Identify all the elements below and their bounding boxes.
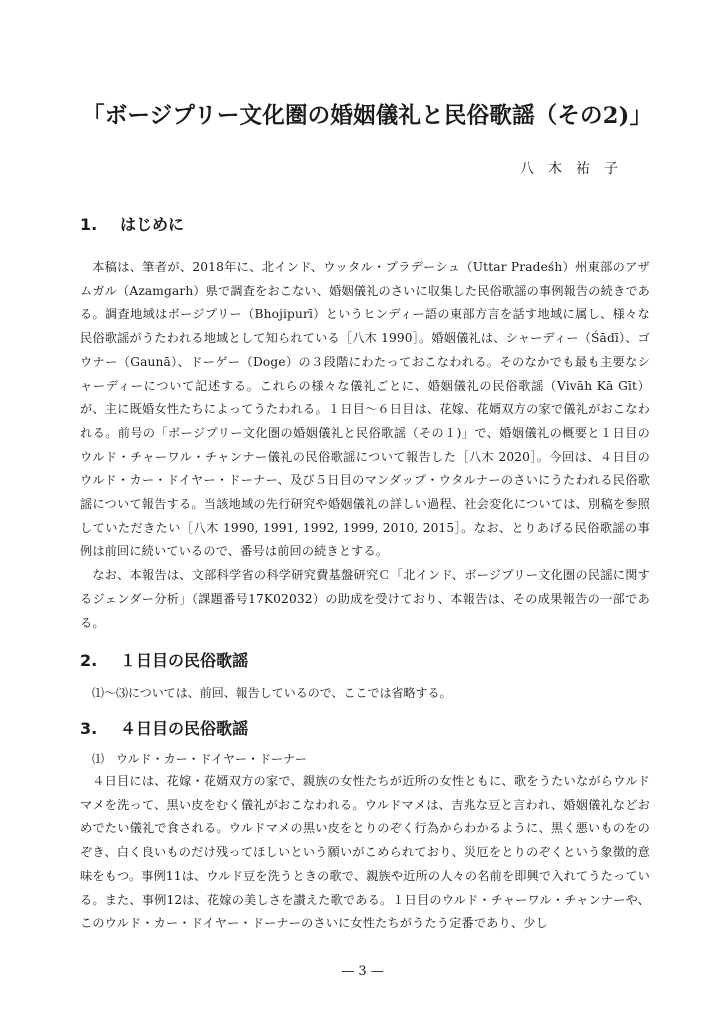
section-2-note: ⑴〜⑶については、前回、報告しているので、ここでは省略する。 bbox=[92, 686, 452, 700]
author-name: 八木祐子 bbox=[520, 161, 632, 177]
section-1-heading bbox=[80, 212, 184, 235]
section-title: はじめに bbox=[120, 215, 185, 234]
paragraph: なお、本報告は、文部科学省の科学研究費基盤研究Ｃ「北インド、ボージプリー文化圏の民謡に関するジェンダー分析」（課題番号17K02032）の助成を受けており、本報告は、その成果報告の一部である。 bbox=[80, 568, 650, 630]
section-title: １日目の民俗歌謡 bbox=[120, 651, 249, 670]
section-3-body bbox=[80, 770, 650, 936]
section-number: 1. bbox=[80, 215, 98, 234]
section-3-heading bbox=[80, 716, 248, 739]
section-2-heading bbox=[80, 648, 248, 671]
section-1-body bbox=[80, 256, 650, 635]
page-number: — 3 — bbox=[341, 964, 384, 979]
paragraph: ４日目には、花嫁・花婿双方の家で、親族の女性たちが近所の女性ともに、歌をうたいながらウルドマメを洗って、黒い皮をむく儀礼がおこなわれる。ウルドマメは、吉兆な豆と言われ、婚姻儀礼などおめでたい儀礼で食される。ウルドマメの黒い皮をとりのぞく行為からわかるように、黒く悪いものをのぞき、白く良いものだけ残ってほしいという願いがこめられており、災厄をとりのぞくという象徴的意味をもつ。事例11は、ウルド豆を洗うときの歌で、親族や近所の人々の名前を即興で入れてうたっている。また、事例12は、花嫁の美しさを讃えた歌である。１日目のウルド・チャーワル・チャンナーや、このウルド・カー・ドイヤー・ドーナーのさいに女性たちがうたう定番であり、少し bbox=[80, 774, 650, 931]
section-title: ４日目の民俗歌謡 bbox=[120, 719, 249, 738]
paragraph: 本稿は、筆者が、2018年に、北インド、ウッタル・プラデーシュ（Uttar Pradeśh）州東部のアザムガル（Azamgarh）県で調査をおこない、婚姻儀礼のさいに収集した民俗歌謡の事例報告の続きである。調査地域はボージプリー（Bhojipurī）というヒンディー語の東部方言を話す地域に属し、様々な民俗歌謡がうたわれる地域として知られている［八木 1990］。婚姻儀礼は、シャーディー（Śādī）、ゴウナー（Gaunā）、ドーゲー（Doge）の３段階にわたっておこなわれる。そのなかでも最も主要なシャーディーについて記述する。これらの様々な儀礼ごとに、婚姻儀礼の民俗歌謡（Vivāh Kā Gīt）が、主に既婚女性たちによってうたわれる。１日目〜６日目は、花嫁、花婿双方の家で儀礼がおこなわれる。前号の「ボージプリー文化圏の婚姻儀礼と民俗歌謡（その１)」で、婚姻儀礼の概要と１日目のウルド・チャーワル・チャンナー儀礼の民俗歌謡について報告した［八木 2020］。今回は、４日目のウルド・カー・ドイヤー・ドーナー、及び５日目のマンダップ・ウタルナーのさいにうたわれる民俗歌謡について報告する。当該地域の先行研究や婚姻儀礼の詳しい過程、社会変化については、別稿を参照していただきたい［八木 1990, 1991, 1992, 1999, 2010, 2015］。なお、とりあげる民俗歌謡の事例は前回に続いているので、番号は前回の続きとする。 bbox=[80, 260, 650, 559]
subsection-heading: ⑴ ウルド・カー・ドイヤー・ドーナー bbox=[92, 752, 308, 766]
section-number: 2. bbox=[80, 651, 98, 670]
section-number: 3. bbox=[80, 719, 98, 738]
paper-title: 「ボージプリー文化圏の婚姻儀礼と民俗歌謡（その2)」 bbox=[82, 103, 653, 129]
